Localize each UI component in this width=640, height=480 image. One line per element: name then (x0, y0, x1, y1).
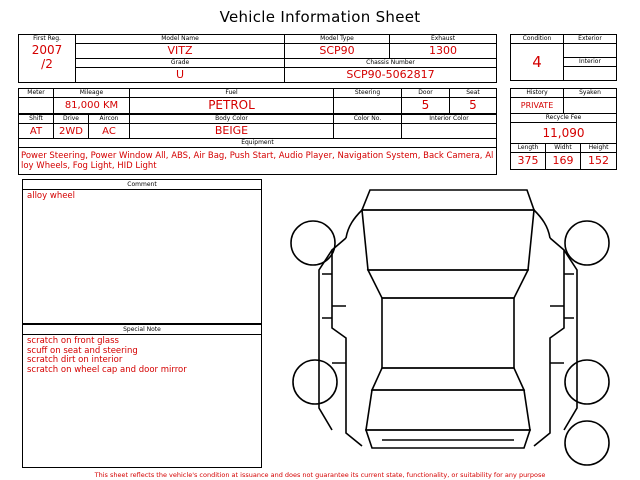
vehicle-header-table (18, 34, 497, 83)
exhaust-value: 1300 (390, 44, 497, 59)
special-note-text: scratch on front glass scuff on seat and steering scratch dirt on interior scratch on wheel cap and door mirror (27, 336, 187, 375)
spare-wheel-circle (565, 421, 609, 465)
special-note-box (22, 324, 262, 468)
front-fender-lines (346, 210, 550, 238)
car-condition-diagram (262, 178, 622, 468)
rear-bumper-shape (366, 430, 530, 448)
length-label: Length (511, 144, 546, 153)
vehicle-colors-table (18, 114, 497, 175)
aircon-label: Aircon (89, 115, 130, 124)
height-label: Height (581, 144, 617, 153)
model-name-label: Model Name (76, 35, 285, 44)
seat-value: 5 (450, 98, 497, 114)
condition-label: Condition (511, 35, 564, 44)
equipment-value: Power Steering, Power Window All, ABS, Air Bag, Push Start, Audio Player, Navigation System, Back Camera, Alloy Wheels, Fog Light, HID Light (19, 148, 497, 175)
special-note-label: Special Note (23, 325, 261, 335)
steering-label: Steering (334, 89, 402, 98)
door-value: 5 (402, 98, 450, 114)
disclaimer-footer: This sheet reflects the vehicle's condition at issuance and does not guarantee its current state, functionality, or suitability for any purpose (94, 471, 546, 479)
equipment-label: Equipment (19, 139, 497, 148)
chassis-number-value: SCP90-5062817 (285, 68, 497, 83)
history-table (510, 88, 617, 170)
model-type-label: Model Type (285, 35, 390, 44)
syaken-label: Syaken (564, 89, 617, 98)
front-right-wheel-circle (565, 221, 609, 265)
front-left-wheel-circle (291, 221, 335, 265)
front-bumper-shape (362, 190, 534, 210)
first-reg-cell (19, 35, 76, 83)
door-label: Door (402, 89, 450, 98)
height-value: 152 (581, 153, 617, 170)
syaken-value (564, 98, 617, 114)
width-label: Widht (546, 144, 581, 153)
history-value: PRIVATE (511, 98, 564, 114)
grade-label: Grade (76, 59, 285, 68)
exhaust-label: Exhaust (390, 35, 497, 44)
interior-color-label: Interior Color (402, 115, 497, 124)
history-label: History (511, 89, 564, 98)
roof-shape (382, 298, 514, 368)
meter-label: Meter (19, 89, 54, 98)
interior-color-value (402, 124, 497, 139)
comment-box (22, 179, 262, 324)
fuel-label: Fuel (130, 89, 334, 98)
chassis-number-label: Chassis Number (285, 59, 497, 68)
comment-text: alloy wheel (27, 191, 76, 201)
first-reg-label: First Reg. (33, 35, 61, 42)
condition-table (510, 34, 617, 81)
color-no-value (334, 124, 402, 139)
fuel-value: PETROL (130, 98, 334, 114)
door-split-lines (332, 306, 564, 363)
exterior-label: Exterior (564, 35, 617, 44)
width-value: 169 (546, 153, 581, 170)
vehicle-details-table (18, 88, 497, 114)
seat-label: Seat (450, 89, 497, 98)
hood-shape (362, 210, 534, 270)
rear-left-wheel-circle (293, 360, 337, 404)
model-type-value: SCP90 (285, 44, 390, 59)
condition-value: 4 (511, 44, 564, 81)
color-no-label: Color No. (334, 115, 402, 124)
mileage-value: 81,000 KM (54, 98, 130, 114)
mileage-label: Mileage (54, 89, 130, 98)
windshield-shape (368, 270, 528, 298)
meter-value (19, 98, 54, 114)
shift-label: Shift (19, 115, 54, 124)
sheet-title: Vehicle Information Sheet (219, 8, 421, 26)
model-name-value: VITZ (76, 44, 285, 59)
rear-window-shape (372, 368, 524, 390)
shift-value: AT (19, 124, 54, 139)
body-color-label: Body Color (130, 115, 334, 124)
comment-label: Comment (23, 180, 261, 190)
trunk-shape (366, 390, 530, 430)
recycle-fee-label: Recycle Fee (511, 114, 617, 123)
door-mirror-marks (322, 274, 574, 318)
interior-label: Interior (564, 58, 617, 67)
length-value: 375 (511, 153, 546, 170)
recycle-fee-value: 11,090 (511, 123, 617, 144)
grade-value: U (76, 68, 285, 83)
rear-right-wheel-circle (565, 360, 609, 404)
exterior-value (564, 44, 617, 58)
outer-side-lines (319, 250, 577, 430)
drive-label: Drive (54, 115, 89, 124)
body-color-value: BEIGE (130, 124, 334, 139)
steering-value (334, 98, 402, 114)
interior-value (564, 67, 617, 81)
drive-value: 2WD (54, 124, 89, 139)
first-reg-value: 2007 /2 (31, 43, 63, 71)
aircon-value: AC (89, 124, 130, 139)
